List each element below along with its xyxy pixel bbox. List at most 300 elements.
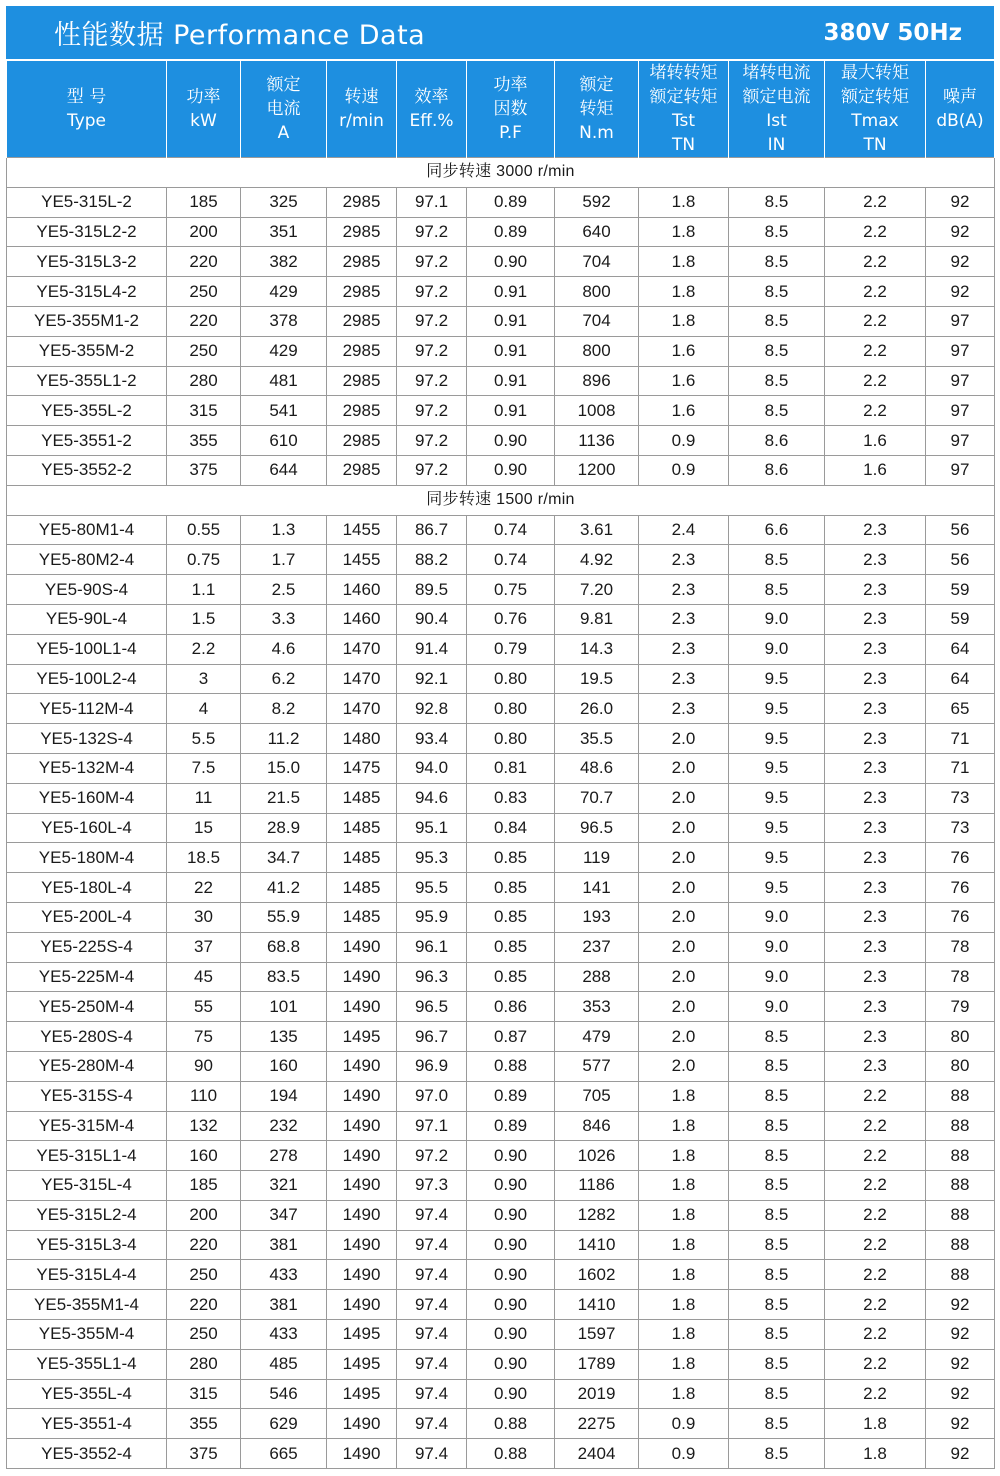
cell-locked-rotor-torque-ratio: 2.0 (639, 813, 729, 843)
cell-rated-torque: 896 (555, 366, 639, 396)
cell-locked-rotor-torque-ratio: 2.0 (639, 724, 729, 754)
performance-table (6, 61, 995, 1469)
cell-locked-rotor-torque-ratio: 1.8 (639, 1141, 729, 1171)
cell-rated-torque: 7.20 (555, 575, 639, 605)
table-row (7, 1439, 995, 1469)
cell-max-torque-ratio: 2.2 (825, 1230, 926, 1260)
cell-power-factor: 0.89 (467, 187, 555, 217)
table-row (7, 783, 995, 813)
cell-efficiency: 97.4 (397, 1409, 467, 1439)
cell-efficiency: 94.6 (397, 783, 467, 813)
table-row (7, 1230, 995, 1260)
cell-locked-rotor-current-ratio: 8.6 (729, 426, 825, 456)
cell-noise: 71 (926, 753, 995, 783)
cell-efficiency: 97.2 (397, 306, 467, 336)
cell-noise: 92 (926, 1349, 995, 1379)
cell-power-factor: 0.85 (467, 932, 555, 962)
cell-speed: 1490 (327, 1200, 397, 1230)
cell-speed: 1460 (327, 604, 397, 634)
cell-rated-current: 68.8 (241, 932, 327, 962)
table-row (7, 1379, 995, 1409)
cell-max-torque-ratio: 2.3 (825, 545, 926, 575)
cell-rated-torque: 1597 (555, 1320, 639, 1350)
cell-rated-current: 433 (241, 1320, 327, 1350)
cell-power: 2.2 (167, 634, 241, 664)
cell-efficiency: 97.4 (397, 1349, 467, 1379)
cell-noise: 97 (926, 455, 995, 485)
table-header-row (7, 61, 995, 158)
cell-speed: 1485 (327, 902, 397, 932)
cell-noise: 92 (926, 217, 995, 247)
cell-rated-torque: 19.5 (555, 664, 639, 694)
table-row (7, 366, 995, 396)
cell-rated-torque: 288 (555, 962, 639, 992)
cell-locked-rotor-torque-ratio: 2.0 (639, 1022, 729, 1052)
column-header-line: P.F (499, 123, 522, 143)
cell-locked-rotor-current-ratio: 8.5 (729, 1051, 825, 1081)
cell-speed: 1475 (327, 753, 397, 783)
column-header-line: Ist (766, 111, 787, 131)
column-header-rated-current (241, 61, 327, 158)
cell-power-factor: 0.90 (467, 1290, 555, 1320)
cell-type: YE5-225M-4 (7, 962, 167, 992)
cell-speed: 1490 (327, 1230, 397, 1260)
cell-efficiency: 92.1 (397, 664, 467, 694)
cell-max-torque-ratio: 1.8 (825, 1439, 926, 1469)
cell-max-torque-ratio: 2.3 (825, 813, 926, 843)
cell-efficiency: 97.4 (397, 1230, 467, 1260)
cell-speed: 1495 (327, 1379, 397, 1409)
cell-speed: 1490 (327, 1111, 397, 1141)
cell-rated-torque: 193 (555, 902, 639, 932)
cell-noise: 56 (926, 545, 995, 575)
cell-noise: 88 (926, 1230, 995, 1260)
cell-power-factor: 0.83 (467, 783, 555, 813)
cell-type: YE5-180L-4 (7, 873, 167, 903)
cell-max-torque-ratio: 1.6 (825, 426, 926, 456)
column-header-line: TN (671, 135, 696, 155)
cell-type: YE5-355L-2 (7, 396, 167, 426)
cell-power-factor: 0.91 (467, 336, 555, 366)
cell-efficiency: 97.2 (397, 217, 467, 247)
cell-power-factor: 0.79 (467, 634, 555, 664)
cell-noise: 92 (926, 277, 995, 307)
cell-type: YE5-250M-4 (7, 992, 167, 1022)
cell-efficiency: 95.1 (397, 813, 467, 843)
cell-locked-rotor-current-ratio: 8.5 (729, 396, 825, 426)
cell-locked-rotor-current-ratio: 8.5 (729, 1111, 825, 1141)
cell-speed: 1490 (327, 1290, 397, 1320)
cell-locked-rotor-torque-ratio: 1.6 (639, 396, 729, 426)
cell-locked-rotor-torque-ratio: 1.8 (639, 1230, 729, 1260)
cell-noise: 97 (926, 336, 995, 366)
cell-locked-rotor-torque-ratio: 2.0 (639, 783, 729, 813)
cell-locked-rotor-current-ratio: 9.0 (729, 932, 825, 962)
column-header-line: kW (190, 111, 217, 131)
cell-max-torque-ratio: 2.3 (825, 515, 926, 545)
cell-rated-torque: 1026 (555, 1141, 639, 1171)
cell-power: 7.5 (167, 753, 241, 783)
cell-rated-torque: 2275 (555, 1409, 639, 1439)
cell-locked-rotor-torque-ratio: 1.8 (639, 217, 729, 247)
cell-rated-torque: 846 (555, 1111, 639, 1141)
cell-type: YE5-355L1-2 (7, 366, 167, 396)
cell-speed: 1495 (327, 1320, 397, 1350)
cell-locked-rotor-torque-ratio: 2.3 (639, 575, 729, 605)
cell-rated-current: 347 (241, 1200, 327, 1230)
table-row (7, 902, 995, 932)
cell-rated-torque: 3.61 (555, 515, 639, 545)
cell-max-torque-ratio: 2.2 (825, 1171, 926, 1201)
table-row (7, 604, 995, 634)
cell-locked-rotor-torque-ratio: 2.0 (639, 932, 729, 962)
cell-power: 18.5 (167, 843, 241, 873)
table-row (7, 664, 995, 694)
cell-locked-rotor-current-ratio: 8.5 (729, 187, 825, 217)
cell-rated-current: 1.3 (241, 515, 327, 545)
cell-type: YE5-315L-2 (7, 187, 167, 217)
cell-power-factor: 0.90 (467, 426, 555, 456)
column-header-line: IN (767, 135, 786, 155)
cell-type: YE5-355M-4 (7, 1320, 167, 1350)
cell-power: 315 (167, 1379, 241, 1409)
cell-rated-torque: 35.5 (555, 724, 639, 754)
cell-rated-current: 34.7 (241, 843, 327, 873)
table-row (7, 962, 995, 992)
cell-type: YE5-315M-4 (7, 1111, 167, 1141)
table-row (7, 992, 995, 1022)
column-header-line: Eff.% (409, 111, 454, 131)
cell-efficiency: 97.1 (397, 187, 467, 217)
cell-rated-current: 325 (241, 187, 327, 217)
cell-rated-current: 321 (241, 1171, 327, 1201)
cell-speed: 1490 (327, 1081, 397, 1111)
cell-max-torque-ratio: 1.6 (825, 455, 926, 485)
cell-power-factor: 0.80 (467, 694, 555, 724)
cell-rated-current: 382 (241, 247, 327, 277)
cell-power-factor: 0.91 (467, 277, 555, 307)
cell-efficiency: 97.2 (397, 366, 467, 396)
cell-rated-torque: 14.3 (555, 634, 639, 664)
cell-speed: 1490 (327, 1439, 397, 1469)
cell-efficiency: 95.5 (397, 873, 467, 903)
cell-noise: 92 (926, 1290, 995, 1320)
cell-locked-rotor-torque-ratio: 1.8 (639, 1260, 729, 1290)
cell-efficiency: 97.2 (397, 396, 467, 426)
cell-rated-torque: 800 (555, 277, 639, 307)
table-row (7, 277, 995, 307)
cell-power: 375 (167, 455, 241, 485)
cell-locked-rotor-torque-ratio: 2.0 (639, 1051, 729, 1081)
cell-speed: 2985 (327, 396, 397, 426)
cell-rated-current: 1.7 (241, 545, 327, 575)
column-header-line: A (277, 123, 290, 143)
cell-efficiency: 92.8 (397, 694, 467, 724)
cell-locked-rotor-torque-ratio: 2.0 (639, 753, 729, 783)
cell-power-factor: 0.89 (467, 217, 555, 247)
column-header-line: dB(A) (936, 111, 984, 131)
cell-type: YE5-315L3-2 (7, 247, 167, 277)
column-header-line: r/min (339, 111, 384, 131)
cell-type: YE5-132M-4 (7, 753, 167, 783)
cell-locked-rotor-current-ratio: 9.5 (729, 694, 825, 724)
table-row (7, 1111, 995, 1141)
cell-power-factor: 0.91 (467, 396, 555, 426)
cell-type: YE5-100L2-4 (7, 664, 167, 694)
cell-locked-rotor-current-ratio: 9.0 (729, 902, 825, 932)
cell-power: 1.1 (167, 575, 241, 605)
cell-power-factor: 0.90 (467, 1141, 555, 1171)
cell-power-factor: 0.91 (467, 306, 555, 336)
table-row (7, 932, 995, 962)
cell-max-torque-ratio: 2.2 (825, 1081, 926, 1111)
cell-speed: 2985 (327, 217, 397, 247)
column-header-line: 噪声 (943, 87, 977, 107)
cell-max-torque-ratio: 2.3 (825, 902, 926, 932)
cell-speed: 1490 (327, 1409, 397, 1439)
cell-type: YE5-355L-4 (7, 1379, 167, 1409)
cell-rated-current: 381 (241, 1230, 327, 1260)
cell-power: 200 (167, 217, 241, 247)
cell-locked-rotor-torque-ratio: 2.3 (639, 545, 729, 575)
cell-noise: 88 (926, 1111, 995, 1141)
cell-max-torque-ratio: 2.3 (825, 664, 926, 694)
table-row (7, 187, 995, 217)
cell-type: YE5-315L1-4 (7, 1141, 167, 1171)
cell-type: YE5-315L4-4 (7, 1260, 167, 1290)
cell-locked-rotor-current-ratio: 8.5 (729, 306, 825, 336)
cell-speed: 1455 (327, 545, 397, 575)
table-row (7, 1409, 995, 1439)
cell-locked-rotor-torque-ratio: 0.9 (639, 426, 729, 456)
cell-max-torque-ratio: 2.2 (825, 1141, 926, 1171)
cell-max-torque-ratio: 2.2 (825, 396, 926, 426)
cell-power-factor: 0.90 (467, 1200, 555, 1230)
cell-locked-rotor-torque-ratio: 2.4 (639, 515, 729, 545)
cell-rated-current: 194 (241, 1081, 327, 1111)
cell-speed: 1485 (327, 813, 397, 843)
cell-power-factor: 0.89 (467, 1111, 555, 1141)
cell-rated-current: 232 (241, 1111, 327, 1141)
cell-locked-rotor-current-ratio: 9.5 (729, 813, 825, 843)
cell-rated-current: 160 (241, 1051, 327, 1081)
cell-efficiency: 97.2 (397, 247, 467, 277)
cell-max-torque-ratio: 2.3 (825, 575, 926, 605)
cell-rated-torque: 353 (555, 992, 639, 1022)
column-header-line: 功率 (186, 87, 221, 107)
cell-locked-rotor-torque-ratio: 0.9 (639, 1409, 729, 1439)
cell-locked-rotor-torque-ratio: 2.0 (639, 962, 729, 992)
cell-type: YE5-200L-4 (7, 902, 167, 932)
cell-noise: 92 (926, 187, 995, 217)
cell-power: 250 (167, 277, 241, 307)
cell-rated-torque: 237 (555, 932, 639, 962)
cell-locked-rotor-current-ratio: 8.5 (729, 575, 825, 605)
cell-efficiency: 94.0 (397, 753, 467, 783)
cell-locked-rotor-current-ratio: 9.0 (729, 992, 825, 1022)
sync-speed-label: 同步转速 1500 r/min (7, 485, 995, 515)
cell-noise: 65 (926, 694, 995, 724)
cell-power: 30 (167, 902, 241, 932)
column-header-type (7, 61, 167, 158)
cell-efficiency: 97.4 (397, 1260, 467, 1290)
cell-max-torque-ratio: 2.3 (825, 724, 926, 754)
cell-noise: 73 (926, 783, 995, 813)
cell-noise: 88 (926, 1141, 995, 1171)
cell-power: 220 (167, 306, 241, 336)
cell-rated-current: 2.5 (241, 575, 327, 605)
cell-rated-current: 351 (241, 217, 327, 247)
cell-speed: 1480 (327, 724, 397, 754)
cell-max-torque-ratio: 2.2 (825, 366, 926, 396)
table-row (7, 1320, 995, 1350)
cell-power: 3 (167, 664, 241, 694)
cell-type: YE5-225S-4 (7, 932, 167, 962)
title-banner (6, 6, 994, 59)
cell-locked-rotor-current-ratio: 8.5 (729, 247, 825, 277)
cell-rated-torque: 9.81 (555, 604, 639, 634)
cell-efficiency: 97.3 (397, 1171, 467, 1201)
column-header-line: Tst (671, 111, 696, 131)
cell-locked-rotor-torque-ratio: 1.8 (639, 247, 729, 277)
cell-noise: 78 (926, 962, 995, 992)
cell-efficiency: 97.4 (397, 1200, 467, 1230)
cell-power: 375 (167, 1439, 241, 1469)
cell-rated-current: 378 (241, 306, 327, 336)
cell-locked-rotor-torque-ratio: 1.8 (639, 1349, 729, 1379)
cell-power-factor: 0.91 (467, 366, 555, 396)
cell-locked-rotor-current-ratio: 8.5 (729, 545, 825, 575)
cell-efficiency: 91.4 (397, 634, 467, 664)
cell-speed: 1490 (327, 992, 397, 1022)
cell-noise: 80 (926, 1051, 995, 1081)
cell-rated-torque: 2404 (555, 1439, 639, 1469)
cell-locked-rotor-torque-ratio: 2.0 (639, 902, 729, 932)
cell-power-factor: 0.90 (467, 1230, 555, 1260)
cell-power: 315 (167, 396, 241, 426)
cell-max-torque-ratio: 1.8 (825, 1409, 926, 1439)
cell-speed: 2985 (327, 426, 397, 456)
cell-speed: 1470 (327, 664, 397, 694)
cell-power: 37 (167, 932, 241, 962)
column-header-line: N.m (579, 123, 614, 143)
cell-rated-current: 429 (241, 336, 327, 366)
cell-rated-torque: 1008 (555, 396, 639, 426)
cell-locked-rotor-torque-ratio: 0.9 (639, 1439, 729, 1469)
cell-rated-torque: 704 (555, 247, 639, 277)
cell-power: 250 (167, 336, 241, 366)
cell-rated-current: 11.2 (241, 724, 327, 754)
cell-type: YE5-80M1-4 (7, 515, 167, 545)
cell-locked-rotor-current-ratio: 8.5 (729, 1171, 825, 1201)
cell-noise: 92 (926, 1320, 995, 1350)
cell-max-torque-ratio: 2.2 (825, 1111, 926, 1141)
cell-power-factor: 0.88 (467, 1051, 555, 1081)
column-header-speed (327, 61, 397, 158)
cell-locked-rotor-current-ratio: 8.5 (729, 1379, 825, 1409)
cell-locked-rotor-torque-ratio: 0.9 (639, 455, 729, 485)
cell-type: YE5-315L3-4 (7, 1230, 167, 1260)
cell-locked-rotor-torque-ratio: 1.8 (639, 1081, 729, 1111)
cell-speed: 1495 (327, 1349, 397, 1379)
cell-power: 280 (167, 1349, 241, 1379)
column-header-power (167, 61, 241, 158)
column-header-line: 型 号 (66, 87, 107, 107)
cell-type: YE5-3552-2 (7, 455, 167, 485)
table-row (7, 724, 995, 754)
cell-noise: 59 (926, 575, 995, 605)
column-header-line: Tmax (851, 111, 899, 131)
table-row (7, 306, 995, 336)
column-header-line: TN (863, 135, 887, 155)
cell-efficiency: 89.5 (397, 575, 467, 605)
cell-noise: 88 (926, 1171, 995, 1201)
cell-rated-torque: 1136 (555, 426, 639, 456)
cell-locked-rotor-current-ratio: 6.6 (729, 515, 825, 545)
cell-rated-torque: 1789 (555, 1349, 639, 1379)
cell-power-factor: 0.87 (467, 1022, 555, 1052)
cell-type: YE5-280S-4 (7, 1022, 167, 1052)
cell-power: 90 (167, 1051, 241, 1081)
cell-type: YE5-180M-4 (7, 843, 167, 873)
cell-rated-torque: 1602 (555, 1260, 639, 1290)
cell-locked-rotor-torque-ratio: 1.8 (639, 1379, 729, 1409)
cell-power: 45 (167, 962, 241, 992)
cell-speed: 1470 (327, 634, 397, 664)
cell-max-torque-ratio: 2.2 (825, 1379, 926, 1409)
column-header-line: 最大转矩 (841, 63, 909, 83)
cell-noise: 92 (926, 1439, 995, 1469)
cell-noise: 73 (926, 813, 995, 843)
cell-power-factor: 0.90 (467, 247, 555, 277)
cell-max-torque-ratio: 2.3 (825, 992, 926, 1022)
cell-rated-current: 101 (241, 992, 327, 1022)
column-header-line: 额定 (579, 75, 614, 95)
cell-noise: 97 (926, 306, 995, 336)
cell-power: 185 (167, 1171, 241, 1201)
cell-type: YE5-315L-4 (7, 1171, 167, 1201)
cell-speed: 1490 (327, 1260, 397, 1290)
cell-speed: 1490 (327, 1171, 397, 1201)
cell-locked-rotor-current-ratio: 9.0 (729, 962, 825, 992)
cell-efficiency: 97.2 (397, 336, 467, 366)
column-header-line: 转矩 (579, 99, 614, 119)
cell-rated-current: 41.2 (241, 873, 327, 903)
cell-power: 110 (167, 1081, 241, 1111)
cell-rated-current: 610 (241, 426, 327, 456)
cell-locked-rotor-torque-ratio: 1.6 (639, 366, 729, 396)
cell-power: 15 (167, 813, 241, 843)
cell-speed: 2985 (327, 306, 397, 336)
cell-power: 355 (167, 426, 241, 456)
table-row (7, 1051, 995, 1081)
cell-locked-rotor-current-ratio: 8.5 (729, 1081, 825, 1111)
cell-locked-rotor-torque-ratio: 1.8 (639, 1200, 729, 1230)
cell-power: 55 (167, 992, 241, 1022)
cell-speed: 2985 (327, 455, 397, 485)
cell-noise: 88 (926, 1081, 995, 1111)
cell-speed: 1495 (327, 1022, 397, 1052)
cell-efficiency: 95.3 (397, 843, 467, 873)
cell-locked-rotor-current-ratio: 9.5 (729, 873, 825, 903)
table-row (7, 396, 995, 426)
cell-power-factor: 0.74 (467, 515, 555, 545)
cell-type: YE5-112M-4 (7, 694, 167, 724)
cell-noise: 76 (926, 873, 995, 903)
cell-noise: 76 (926, 902, 995, 932)
cell-type: YE5-3551-2 (7, 426, 167, 456)
cell-efficiency: 88.2 (397, 545, 467, 575)
